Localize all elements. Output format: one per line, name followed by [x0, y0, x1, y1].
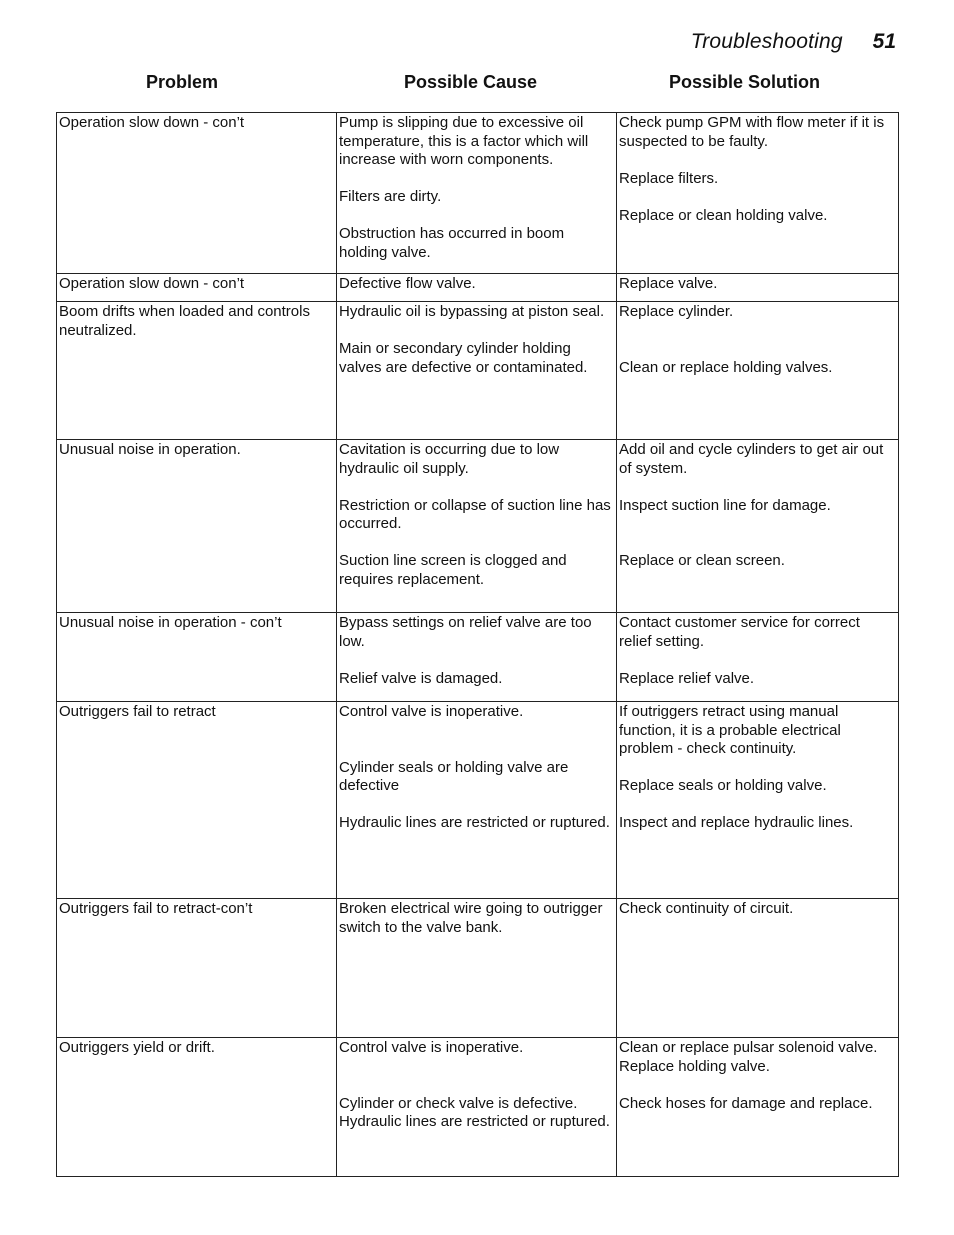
table-row	[57, 899, 899, 1038]
cause-text: Filters are dirty.	[339, 188, 442, 205]
table-row	[57, 440, 899, 613]
problem-cell	[57, 702, 337, 899]
problem-cell	[57, 113, 337, 274]
solution-text: Replace cylinder.	[619, 303, 734, 320]
cause-cell	[337, 302, 617, 440]
problem-cell	[57, 899, 337, 1038]
problem-text: Operation slow down - con’t	[59, 275, 245, 292]
solution-text: Inspect suction line for damage.	[619, 496, 831, 514]
cause-text: Control valve is inoperative.	[339, 1039, 524, 1056]
solution-text: Check continuity of circuit.	[619, 900, 794, 917]
cause-text: Broken electrical wire going to outrigger switch to the valve bank.	[339, 900, 603, 936]
table-row	[57, 613, 899, 702]
cause-cell	[337, 440, 617, 613]
troubleshooting-table	[56, 112, 899, 1177]
section-title: Troubleshooting	[690, 30, 843, 53]
table-row	[57, 113, 899, 274]
cause-text: Hydraulic lines are restricted or ruptured.	[339, 814, 610, 831]
problem-text: Operation slow down - con’t	[59, 114, 245, 131]
problem-cell	[57, 1038, 337, 1177]
solution-text: Check hoses for damage and replace.	[619, 1094, 873, 1112]
cause-text: Bypass settings on relief valve are too low.	[339, 614, 592, 650]
cause-text: Defective flow valve.	[339, 275, 476, 292]
cause-text: Cavitation is occurring due to low hydraulic oil supply.	[339, 441, 560, 477]
cause-cell	[337, 1038, 617, 1177]
solution-text: Clean or replace holding valves.	[619, 358, 833, 376]
solution-cell	[617, 274, 899, 302]
problem-text: Outriggers fail to retract-con’t	[59, 900, 253, 917]
column-header-problem: Problem	[146, 72, 219, 92]
problem-text: Boom drifts when loaded and controls neutralized.	[59, 303, 310, 339]
column-header-cause: Possible Cause	[404, 72, 538, 92]
solution-text: Clean or replace pulsar solenoid valve. Replace holding valve.	[619, 1039, 878, 1075]
cause-text: Main or secondary cylinder holding valves are defective or contaminated.	[339, 340, 588, 376]
solution-text: Replace valve.	[619, 275, 718, 292]
problem-cell	[57, 440, 337, 613]
problem-text: Outriggers fail to retract	[59, 703, 216, 720]
cause-text: Relief valve is damaged.	[339, 669, 503, 687]
solution-text: Replace or clean screen.	[619, 552, 785, 569]
cause-cell	[337, 274, 617, 302]
cause-text: Control valve is inoperative.	[339, 703, 524, 720]
solution-cell	[617, 899, 899, 1038]
page-header	[691, 30, 896, 54]
cause-cell	[337, 899, 617, 1038]
solution-text: Replace filters.	[619, 169, 719, 187]
table-row	[57, 1038, 899, 1177]
cause-text: Suction line screen is clogged and requires replacement.	[339, 552, 567, 588]
solution-text: Replace or clean holding valve.	[619, 206, 828, 224]
solution-cell	[617, 113, 899, 274]
cause-text: Pump is slipping due to excessive oil temperature, this is a factor which will increase with worn components.	[339, 114, 589, 168]
column-header-solution: Possible Solution	[669, 72, 821, 92]
problem-cell	[57, 302, 337, 440]
cause-text: Obstruction has occurred in boom holding valve.	[339, 225, 565, 261]
cause-text: Cylinder seals or holding valve are defective	[339, 758, 569, 794]
table-row	[57, 702, 899, 899]
solution-cell	[617, 702, 899, 899]
cause-text: Cylinder or check valve is defective. Hydraulic lines are restricted or ruptured.	[339, 1094, 610, 1130]
solution-cell	[617, 440, 899, 613]
problem-cell	[57, 274, 337, 302]
problem-cell	[57, 613, 337, 702]
solution-cell	[617, 1038, 899, 1177]
problem-text: Unusual noise in operation.	[59, 441, 241, 458]
problem-text: Unusual noise in operation - con’t	[59, 614, 282, 631]
cause-cell	[337, 613, 617, 702]
solution-text: If outriggers retract using manual function, it is a probable electrical problem - check continuity.	[619, 703, 841, 757]
table-row	[57, 302, 899, 440]
solution-text: Contact customer service for correct relief setting.	[619, 614, 860, 650]
page-number: 51	[872, 30, 896, 53]
cause-text: Hydraulic oil is bypassing at piston seal.	[339, 303, 605, 320]
solution-text: Replace seals or holding valve.	[619, 777, 827, 794]
cause-cell	[337, 113, 617, 274]
table-row	[57, 274, 899, 302]
solution-text: Check pump GPM with flow meter if it is suspected to be faulty.	[619, 114, 885, 150]
cause-cell	[337, 702, 617, 899]
problem-text: Outriggers yield or drift.	[59, 1039, 215, 1056]
solution-cell	[617, 302, 899, 440]
cause-text: Restriction or collapse of suction line has occurred.	[339, 496, 611, 532]
solution-text: Add oil and cycle cylinders to get air out of system.	[619, 441, 884, 477]
solution-text: Replace relief valve.	[619, 669, 755, 687]
solution-text: Inspect and replace hydraulic lines.	[619, 814, 854, 831]
solution-cell	[617, 613, 899, 702]
